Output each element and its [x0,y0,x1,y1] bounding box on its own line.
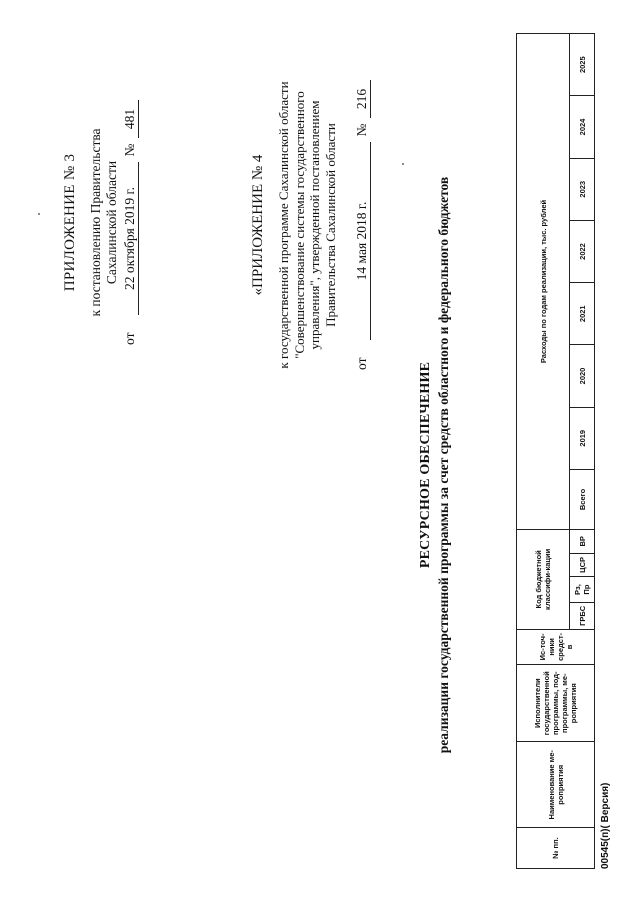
appendix-4-body: к государственной программе Сахалинской области "Совершенствование системы государственного управления", утвержденной постановлением Правительства Сахалинской области [276,81,338,369]
appendix-4-block [250,80,371,370]
header-no: № пп. [517,828,595,869]
header-budget-code: Код бюджетной классифи-кации [517,529,570,629]
subheader-total: Всего [570,469,595,529]
subheader-grbs: ГРБС [570,602,595,629]
appendix-3-block [62,100,139,345]
appendix-3-from-word: от [122,332,137,345]
appendix-4-number: 216 [354,80,371,118]
subheader-year: 2019 [570,407,595,469]
subheader-year: 2022 [570,220,595,282]
subheader-year: 2020 [570,345,595,407]
resource-table [516,33,595,869]
appendix-3-date: 22 октября 2019 г. [122,162,139,315]
subheader-year: 2024 [570,96,595,158]
header-sources: Ис-точ-ники средст-в [517,629,595,664]
header-expenses: Расходы по годам реализации, тыс. рублей [517,34,570,530]
appendix-3-title: ПРИЛОЖЕНИЕ № 3 [62,153,78,292]
scan-speck [402,163,404,165]
appendix-3-line-1: к постановлению Правительства [88,128,103,317]
appendix-4-number-sign: № [354,123,369,137]
subheader-year: 2021 [570,283,595,345]
appendix-3-date-line [122,100,139,345]
subheader-vr: ВР [570,529,595,553]
subheader-year: 2023 [570,158,595,220]
header-executor: Исполнители государственной программы, под-программы, ме-роприятия [517,665,595,742]
subheader-rz-pr: Рз, Пр [570,577,595,603]
document-title: РЕСУРСНОЕ ОБЕСПЕЧЕНИЕ [418,361,433,569]
appendix-4-date-line [354,80,371,370]
document-subtitle: реализации государственной программы за счет средств областного и федерального бюджетов [436,176,451,754]
document-heading [418,145,452,785]
subheader-csr: ЦСР [570,553,595,577]
appendix-3-number-sign: № [122,143,137,157]
appendix-4-from-word: от [354,357,369,370]
scan-speck [38,213,40,215]
appendix-3-number: 481 [122,100,139,138]
appendix-4-date: 14 мая 2018 г. [354,142,371,340]
appendix-3-line-2: Сахалинской области [104,160,119,285]
footer-code: 00545(п)( Версия) [600,782,611,869]
table-header-row [517,34,570,869]
subheader-year: 2025 [570,34,595,96]
appendix-4-title: «ПРИЛОЖЕНИЕ № 4 [250,154,266,296]
header-name: Наименование ме-роприятия [517,742,595,828]
